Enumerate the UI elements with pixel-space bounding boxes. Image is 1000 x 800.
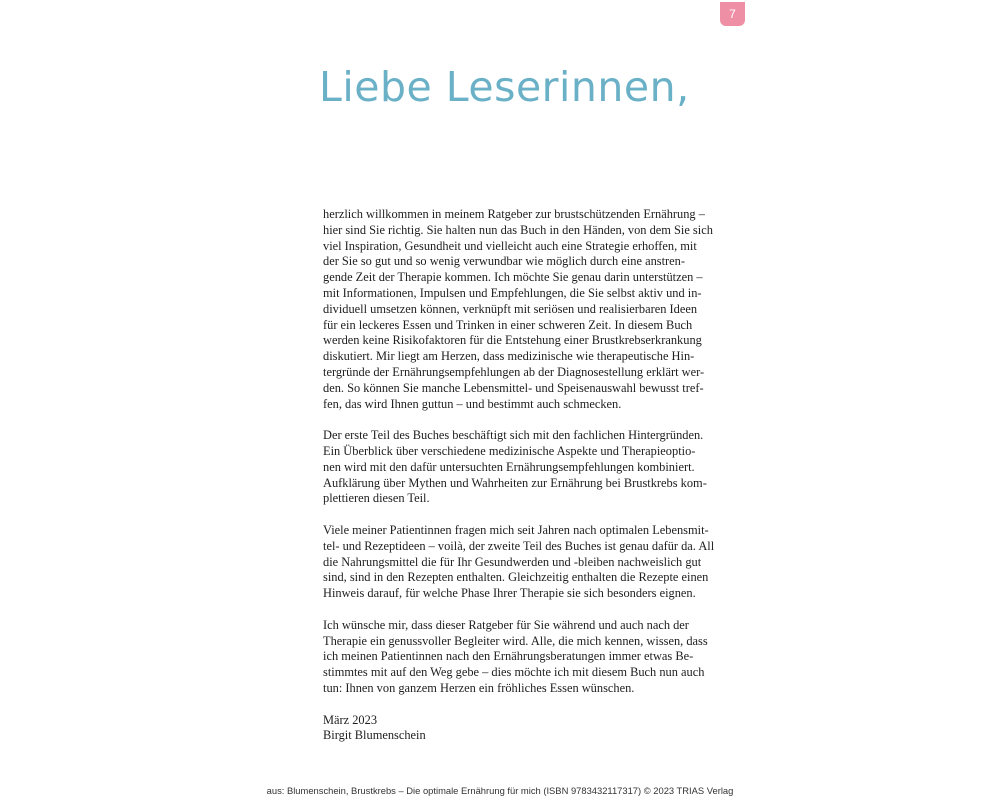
paragraph-part-two (323, 523, 719, 602)
text-line: tel- und Rezeptideen – voilà, der zweite Teil des Buches ist genau dafür da. All (323, 538, 715, 553)
paragraph-closing (323, 618, 719, 697)
text-line: Viele meiner Patientinnen fragen mich seit Jahren nach optimalen Lebensmit- (323, 522, 709, 537)
text-line: stimmtes mit auf den Weg gebe – dies möchte ich mit diesem Buch nun auch (323, 665, 705, 680)
text-line: sind, sind in den Rezepten enthalten. Gleichzeitig enthalten die Rezepte einen (323, 570, 709, 585)
text-line: Hinweis darauf, für welche Phase Ihrer Therapie sie sich besonders eignen. (323, 586, 696, 601)
paragraph-part-one (323, 428, 719, 507)
text-line: nen wird mit den dafür untersuchten Ernährungsempfehlungen kombiniert. (323, 459, 695, 474)
paragraph-intro (323, 207, 719, 412)
signature-author: Birgit Blumenschein (323, 728, 426, 743)
text-line: hier sind Sie richtig. Sie halten nun das Buch in den Händen, von dem Sie sich (323, 222, 713, 237)
text-line: diskutiert. Mir liegt am Herzen, dass medizinische wie therapeutische Hin- (323, 349, 695, 364)
text-line: werden keine Risikofaktoren für die Entstehung einer Brustkrebserkrankung (323, 333, 702, 348)
text-line: Ich wünsche mir, dass dieser Ratgeber für Sie während und auch nach der (323, 617, 689, 632)
text-line: dividuell umsetzen können, verknüpft mit seriösen und realisierbaren Ideen (323, 301, 698, 316)
text-line: Ein Überblick über verschiedene medizinische Aspekte und Therapieoptio- (323, 443, 696, 458)
text-line: Therapie ein genussvoller Begleiter wird. Alle, die mich kennen, wissen, dass (323, 633, 708, 648)
text-line: Aufklärung über Mythen und Wahrheiten zur Ernährung bei Brustkrebs kom- (323, 475, 707, 490)
text-line: Der erste Teil des Buches beschäftigt sich mit den fachlichen Hintergründen. (323, 428, 704, 443)
text-line: die Nahrungsmittel die für Ihr Gesundwerden und -bleiben nachweislich gut (323, 554, 702, 569)
text-line: tergründe der Ernährungsempfehlungen ab der Diagnosestellung erklärt wer- (323, 364, 705, 379)
letter-body (323, 207, 719, 744)
text-line: plettieren diesen Teil. (323, 491, 430, 506)
text-line: mit Informationen, Impulsen und Empfehlungen, die Sie selbst aktiv und in- (323, 285, 702, 300)
text-line: viel Inspiration, Gesundheit und vielleicht auch eine Strategie erhoffen, mit (323, 238, 697, 253)
text-line: fen, das wird Ihnen guttun – und bestimmt auch schmecken. (323, 396, 622, 411)
text-line: der Sie so gut und so wenig verwundbar wie möglich durch eine anstren- (323, 254, 685, 269)
page-title: Liebe Leserinnen, (319, 63, 690, 111)
signature-date: März 2023 (323, 712, 378, 727)
text-line: herzlich willkommen in meinem Ratgeber zur brustschützenden Ernährung – (323, 207, 705, 221)
text-line: für ein leckeres Essen und Trinken in einer schweren Zeit. In diesem Buch (323, 317, 693, 332)
copyright-footer: aus: Blumenschein, Brustkrebs – Die optimale Ernährung für mich (ISBN 9783432117317) © 2023 TRIAS Verlag (266, 785, 734, 796)
text-line: ich meinen Patientinnen nach den Ernährungsberatungen immer etwas Be- (323, 649, 694, 664)
page-number-badge: 7 (720, 2, 745, 26)
text-line: tun: Ihnen von ganzem Herzen ein fröhliches Essen wünschen. (323, 680, 635, 695)
text-line: den. So können Sie manche Lebensmittel- und Speisenauswahl bewusst tref- (323, 380, 704, 395)
text-line: gende Zeit der Therapie kommen. Ich möchte Sie genau darin unterstützen – (323, 270, 703, 285)
signature-block (323, 713, 719, 745)
